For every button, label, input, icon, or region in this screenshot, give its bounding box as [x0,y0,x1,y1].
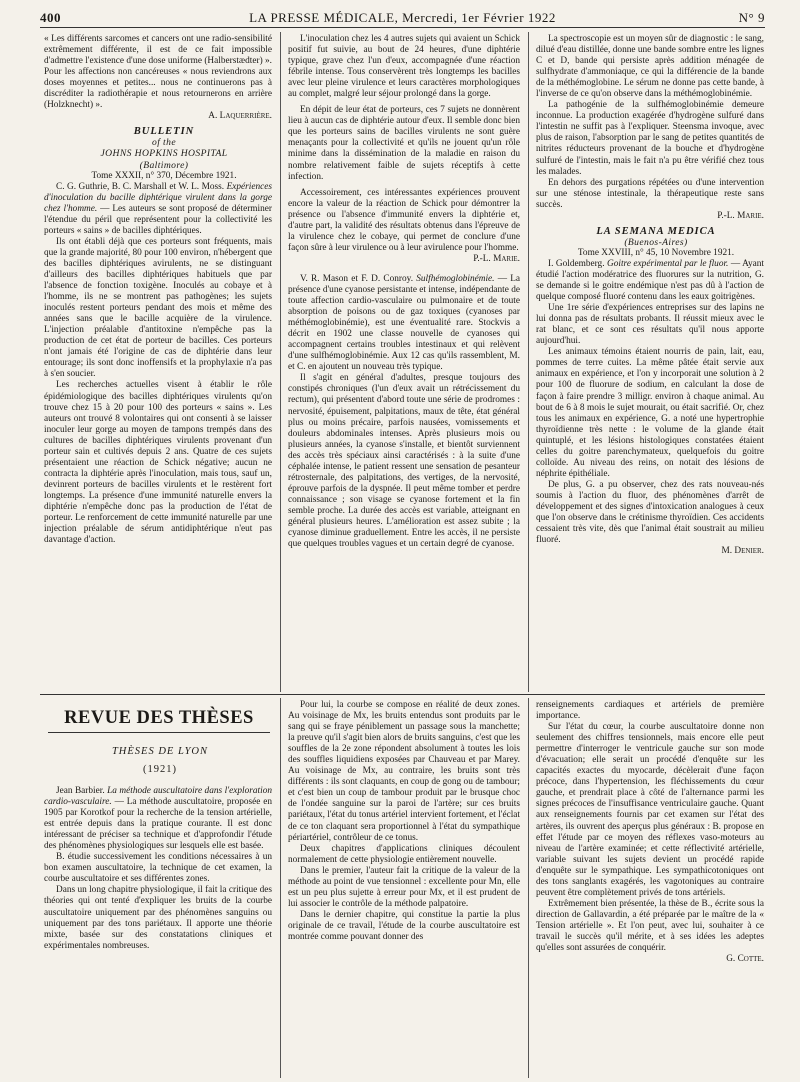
article-paragraph: Dans un long chapitre physiologique, il fait la critique des théories qui ont tenté d'expliquer les bruits de la courbe auscultatoire uniquement par des phénomènes sanguins ou uniquement par des tons pariétaux. Il apporte une théorie mixte, basée sur des constatations cliniques et expérimentales nombreuses. [44,885,272,951]
journal-city: (Buenos-Aires) [624,236,688,248]
intro-quote: « Les différents sarcomes et cancers ont une radio-sensibilité extrêmement différente, il est de ce fait impossible d'admettre l'existence d'une dose uniforme (Halberstædter) ». Pour les affections non cancéreuses « nous reviendrons aux doses moyennes et petites... nous ne continuerons pas à discréditer la radiothérapie et nous retournerons en arrière (Holzknecht) ». [44,34,272,111]
author-signature: M. Denier. [721,546,764,557]
article-title: La méthode auscultatoire dans l'exploration cardio-vasculaire. [44,786,272,808]
section-rule [40,694,765,695]
journal-title: LA PRESSE MÉDICALE, Mercredi, 1er Février 1922 [249,10,556,25]
article-authors: I. Goldemberg. [548,258,605,269]
article-paragraph [44,182,272,237]
page-header [40,6,765,28]
author-signature: G. Cotte. [726,954,764,965]
theses-subheading: THÈSES DE LYON [111,746,209,757]
article-paragraph: B. étudie successivement les conditions nécessaires à un bon examen auscultatoire, la technique de cet examen, la courbe auscultatoire et ses différentes zones. [44,852,272,885]
column-1 [44,34,272,546]
column-divider [280,698,281,1078]
article-text: — La méthode auscultatoire, proposée en 1905 par Korotkof pour la recherche de la tension artérielle, est entrée depuis dans la pratique courante. Il est donc intéressant de préciser sa technique et d'approfondir l'étude des phénomènes physiologiques sur lesquels elle est basée. [44,797,272,852]
article-title: Goitre expérimental par le fluor. [607,258,729,269]
author-signature: P.-L. Marie. [473,253,520,264]
article-paragraph: Une 1re série d'expériences entreprises sur des lapins ne lui donna pas de résultats probants. Il réussit mieux avec le rat blanc, et ce sont ces résultats qu'il nous apporte aujourd'hui. [536,303,764,347]
column-divider [528,32,529,692]
author-signature: P.-L. Marie. [717,210,764,221]
article-paragraph: De plus, G. a pu observer, chez des rats nouveau-nés soumis à l'action du fluor, des phénomènes d'arrêt de développement et des signes d'intoxication analogues à ceux que l'on observe dans le crétinisme thyroïdien. Ces accidents cessaient très vite, dès que l'animal était soustrait au milieu fluoré. [536,479,764,546]
article-paragraph: Les recherches actuelles visent à établir le rôle épidémiologique des bacilles diphtériques virulents qu'on trouve chez 15 à 20 pour 100 des porteurs « sains ». Les auteurs ont trouvé 8 volontaires qui ont consenti à se laisser inoculer leur gorge au moyen de tampons trempés dans des cultures de bacilles diphtériques virulents provenant d'un porteur sain et cultivés depuis 2 ans. Quatre de ces sujets présentaient une réaction de Schick négative; aucun ne contracta la diphtérie après l'inoculation, mais tous, sauf un, devinrent porteurs de bacilles virulents et le restèrent fort longtemps. La présence d'une immunité naturelle envers la diphtérie n'empêche donc pas la production de l'état de porteur. Le renforcement de cette immunité naturelle par une injection préalable de sérum antidiphtérique n'eut pas davantage d'action. [44,380,272,546]
article-text: — Ayant étudié l'action modératrice des fluorures sur la nutrition, G. se demande si le goitre endémique n'est pas dû à l'action de quelque composé fluoré contenu dans les eaux goitrigènes. [536,258,765,303]
column-divider [528,698,529,1078]
column-6 [536,700,764,969]
article-paragraph: La spectroscopie est un moyen sûr de diagnostic : le sang, dilué d'eau distillée, donne une bande sombre entre les lignes C et D, bande qui persiste après addition ménagée de sulfhydrate d'ammoniaque, ce qui la différencie de la bande de la méthémoglobine. Le sérum ne donne pas cette bande, à l'inverse de ce qu'on observe dans la méthémoglobinémie. [536,34,764,100]
bulletin-of: of the [152,137,176,149]
bulletin-hospital: JOHNS HOPKINS HOSPITAL [100,148,228,160]
article-paragraph: Extrêmement bien présentée, la thèse de B., écrite sous la direction de Gallavardin, a été préparée par le maître de la « Tension artérielle ». Et l'on peut, avec lui, souhaiter à ce travail le succès qu'il mérite, et à ses idées les adeptes qu'elles sont assurées de conquérir. [536,898,764,954]
column-5 [288,700,520,943]
article-authors: Jean Barbier. [56,786,105,796]
article-paragraph: En dépit de leur état de porteurs, ces 7 sujets ne donnèrent lieu à aucun cas de diphtérie autour d'eux. Il semble donc bien que les porteurs sains de bacilles virulents ne sont guère menaçants pour la collectivité et qu'ils ne jouent qu'un rôle minime dans la dissémination de la maladie en raison du nombre relativement faible de sujets réceptifs à cette infection. [288,105,520,182]
article-text: — Les auteurs se sont proposé de déterminer l'étendue du péril que représentent pour la collectivité les porteurs « sains » de bacilles diphtériques. [44,203,272,236]
article-paragraph: Dans le dernier chapitre, qui constitue la partie la plus originale de ce travail, l'étude de la courbe auscultatoire est montrée comme pouvant donner des [288,909,520,942]
journal-name: LA SEMANA MEDICA [596,225,716,237]
article-paragraph: Accessoirement, ces intéressantes expériences prouvent encore la valeur de la réaction de Schick pour démontrer la présence ou l'absence d'immunité envers la diphtérie et, d'autre part, la validité des résultats obtenus dans l'épreuve de la virulence chez le cobaye, qui permet de conclure d'une façon sûre à leur virulence ou à leur avirulence pour l'homme. [288,187,520,253]
page-number: 400 [40,10,61,25]
column-2 [288,34,520,550]
column-3 [536,34,764,561]
article-paragraph: Deux chapitres d'applications cliniques découlent normalement de cette physiologie entièrement nouvelle. [288,843,520,865]
bulletin-title: BULLETIN [133,126,195,138]
article-title: Expériences d'inoculation du bacille diphtérique virulent dans la gorge chez l'homme. [44,181,272,214]
article-paragraph: Dans le premier, l'auteur fait la critique de la valeur de la méthode au point de vue tensionnel : excellente pour Mn, elle est un peu plus sujette à erreur pour Mx, et il est prudent de lui associer le contrôle de la méthode palpatoire. [288,865,520,909]
article-paragraph: En dehors des purgations répétées ou d'une intervention sur une sténose intestinale, la thérapeutique reste sans succès. [536,177,764,210]
article-authors: V. R. Mason et F. D. Conroy. [300,273,414,284]
article-authors: C. G. Guthrie, B. C. Marshall et W. L. Moss. [56,181,225,192]
article-paragraph: Pour lui, la courbe se compose en réalité de deux zones. Au voisinage de Mx, les bruits entendus sont produits par le sang qui se fraye péniblement un passage sous la manchette; la preuve qu'il s'agit bien alors de bruits sanguins, c'est que les souffles de la 2e zone répondent absolument à toutes les lois des souffles liquidiens exposées par Chauveau et par Marey. Au voisinage de Mx, au contraire, les bruits sont très différents : ils sont claquants, en coup de gong ou de tambour; et c'est bien un coup de tambour produit par le brusque choc de l'ondée sanguine sur la paroi de l'artère; sur ces bruits pariétaux, l'état du tonus artériel intervient fortement, et l'éclat de ce ton claquant sera proportionnel à l'état du sympathique périartériel, contrôleur de ce tonus. [288,700,520,843]
article-title: Sulfhémoglobinémie. [416,273,495,284]
article-paragraph [536,259,764,303]
author-signature: A. Laquerrière. [208,111,272,122]
bulletin-city: (Baltimore) [139,159,189,171]
article-paragraph [44,786,272,852]
theses-year: (1921) [143,764,177,775]
article-text: — La présence d'une cyanose persistante et intense, indépendante de toute affection cardio-vasculaire ou pulmonaire et de toute absorption de poisons ou de gaz toxiques (cyanoses par méthémoglobinémie), est une éventualité rare. Stockvis a décrit en 1902 une classe nouvelle de cyanoses qui accompagnent certains troubles intestinaux et qui relèvent d'une sulfhémoglobinémie. Aux 12 cas qu'ils rassemblent, M. et C. en ajoutent un nouveau très typique. [288,273,521,373]
article-paragraph: Sur l'état du cœur, la courbe auscultatoire donne non seulement des chiffres tensionnels, mais encore elle peut permettre d'interroger le ventricule gauche sur son mode d'évacuation; elle serait un procédé d'enquête sur les capacités exactes du myocarde, décèlerait d'une façon précoce, dans l'hypertension, les fléchissements du cœur gauche, et prendrait place à côté de l'alternance parmi les signes précoces de l'insuffisance ventriculaire gauche. Quant aux renseignements fournis par cet examen sur l'état des artères, ils ouvrent des aperçus plus généraux : B. propose en effet l'étude par ce moyen des réflexes vaso-moteurs au niveau de l'artère examinée; et cette réflectivité artérielle, variable suivant les sujets devient un procédé rapide d'enquête sur le sympathique. Les sympathicotoniques ont des tons sanglants exagérés, les vagotoniques au contraire peuvent être complètement privés de tons artériels. [536,722,764,898]
tome-line: Tome XXVIII, n° 45, 10 Novembre 1921. [577,247,735,258]
article-paragraph [288,274,520,373]
article-paragraph: Les animaux témoins étaient nourris de pain, lait, eau, pommes de terre cuites. La même pâtée était servie aux animaux en expérience, et l'on y incorporait une solution à 2 pour 100 de fluorure de sodium, en calculant la dose de façon à faire prendre 3 milligr. environ à chaque animal. Au bout de 6 à 8 mois le sujet mourait, ou était sacrifié. Or, chez tous les animaux en expérience, G. a noté une hypertrophie thyroïdienne très nette : le volume de la glande était quintuplé, et les lésions histologiques constatées étaient celles du goitre parenchymateux, quelquefois du goitre colloïde. Au niveau des reins, on notait des lésions de néphrite épithéliale. [536,347,764,479]
header-rule [40,27,765,28]
column-4 [44,786,272,952]
article-paragraph: L'inoculation chez les 4 autres sujets qui avaient un Schick positif fut suivie, au bout de 24 heures, d'une diphtérie typique, grave chez l'un d'eux, accompagnée d'une réaction fébrile intense. Tous conservèrent très longtemps les bacilles avec leur pleine virulence et leurs caractères morphologiques au complet, malgré leur séjour prolongé dans la gorge. [288,34,520,100]
article-paragraph: renseignements cardiaques et artériels de première importance. [536,700,764,722]
issue-number: N° 9 [738,10,765,25]
article-paragraph: Il s'agit en général d'adultes, presque toujours des constipés chroniques (l'un d'eux avait un rétrécissement du rectum), qui présentent d'abord toute une série de prodromes : nervosité, épuisement, palpitations, maux de tête, état général plus ou moins précaire, parfois nausées, vomissements et douleurs abdominales intenses. Après plusieurs mois ou plusieurs années, la cyanose s'installe, et bientôt surviennent des accès très spéciaux ainsi caractérisés : à la suite d'une céphalée intense, le patient ressent une sensation de pesanteur rétrosternale, des palpitations, des vertiges, de la nervosité, éprouve parfois de la dyspnée. Il peut même tomber et perdre connaissance ; son visage se cyanose fortement et la fin semble proche. La durée des accès est variable, atteignant en général plusieurs heures. L'amélioration est assez subite ; la cyanose diminue graduellement. Entre les accès, il ne persiste que quelques troubles vagues et un certain degré de cyanose. [288,373,520,550]
section-heading: REVUE DES THÈSES [48,708,270,733]
tome-line: Tome XXXII, n° 370, Décembre 1921. [91,170,237,181]
article-paragraph: La pathogénie de la sulfhémoglobinémie demeure inconnue. La production exagérée d'hydrogène sulfuré dans l'intestin ne suffit pas à l'expliquer. Steensma invoque, avec plus de raison, l'absorption par le sang de petites quantités de nitrites réducteurs provenant de la bouche et d'hydrogène sulfuré de l'intestin, mais le fait n'a pu être vérifié chez tous les malades. [536,100,764,177]
column-divider [280,32,281,692]
article-paragraph: Ils ont établi déjà que ces porteurs sont fréquents, mais que la grande majorité, 80 pour 100 environ, n'hébergent que des bacilles diphtériques avirulents, ne se distinguant d'ailleurs des bacilles diphtériques habituels que par l'absence de fonction toxigène. Inoculés au cobaye et à l'homme, ils ne se montrent pas pathogènes; les sujets inoculés restent porteurs pendant des mois et même des années sans que le bacille acquière de la virulence. L'injection préalable d'antitoxine n'empêche pas la production de cet état de porteur de bacilles. Ces porteurs n'ont jamais été l'origine de cas de diphtérie dans leur entourage; ils sont donc inoffensifs et la prophylaxie n'a pas à s'en soucier. [44,236,272,380]
